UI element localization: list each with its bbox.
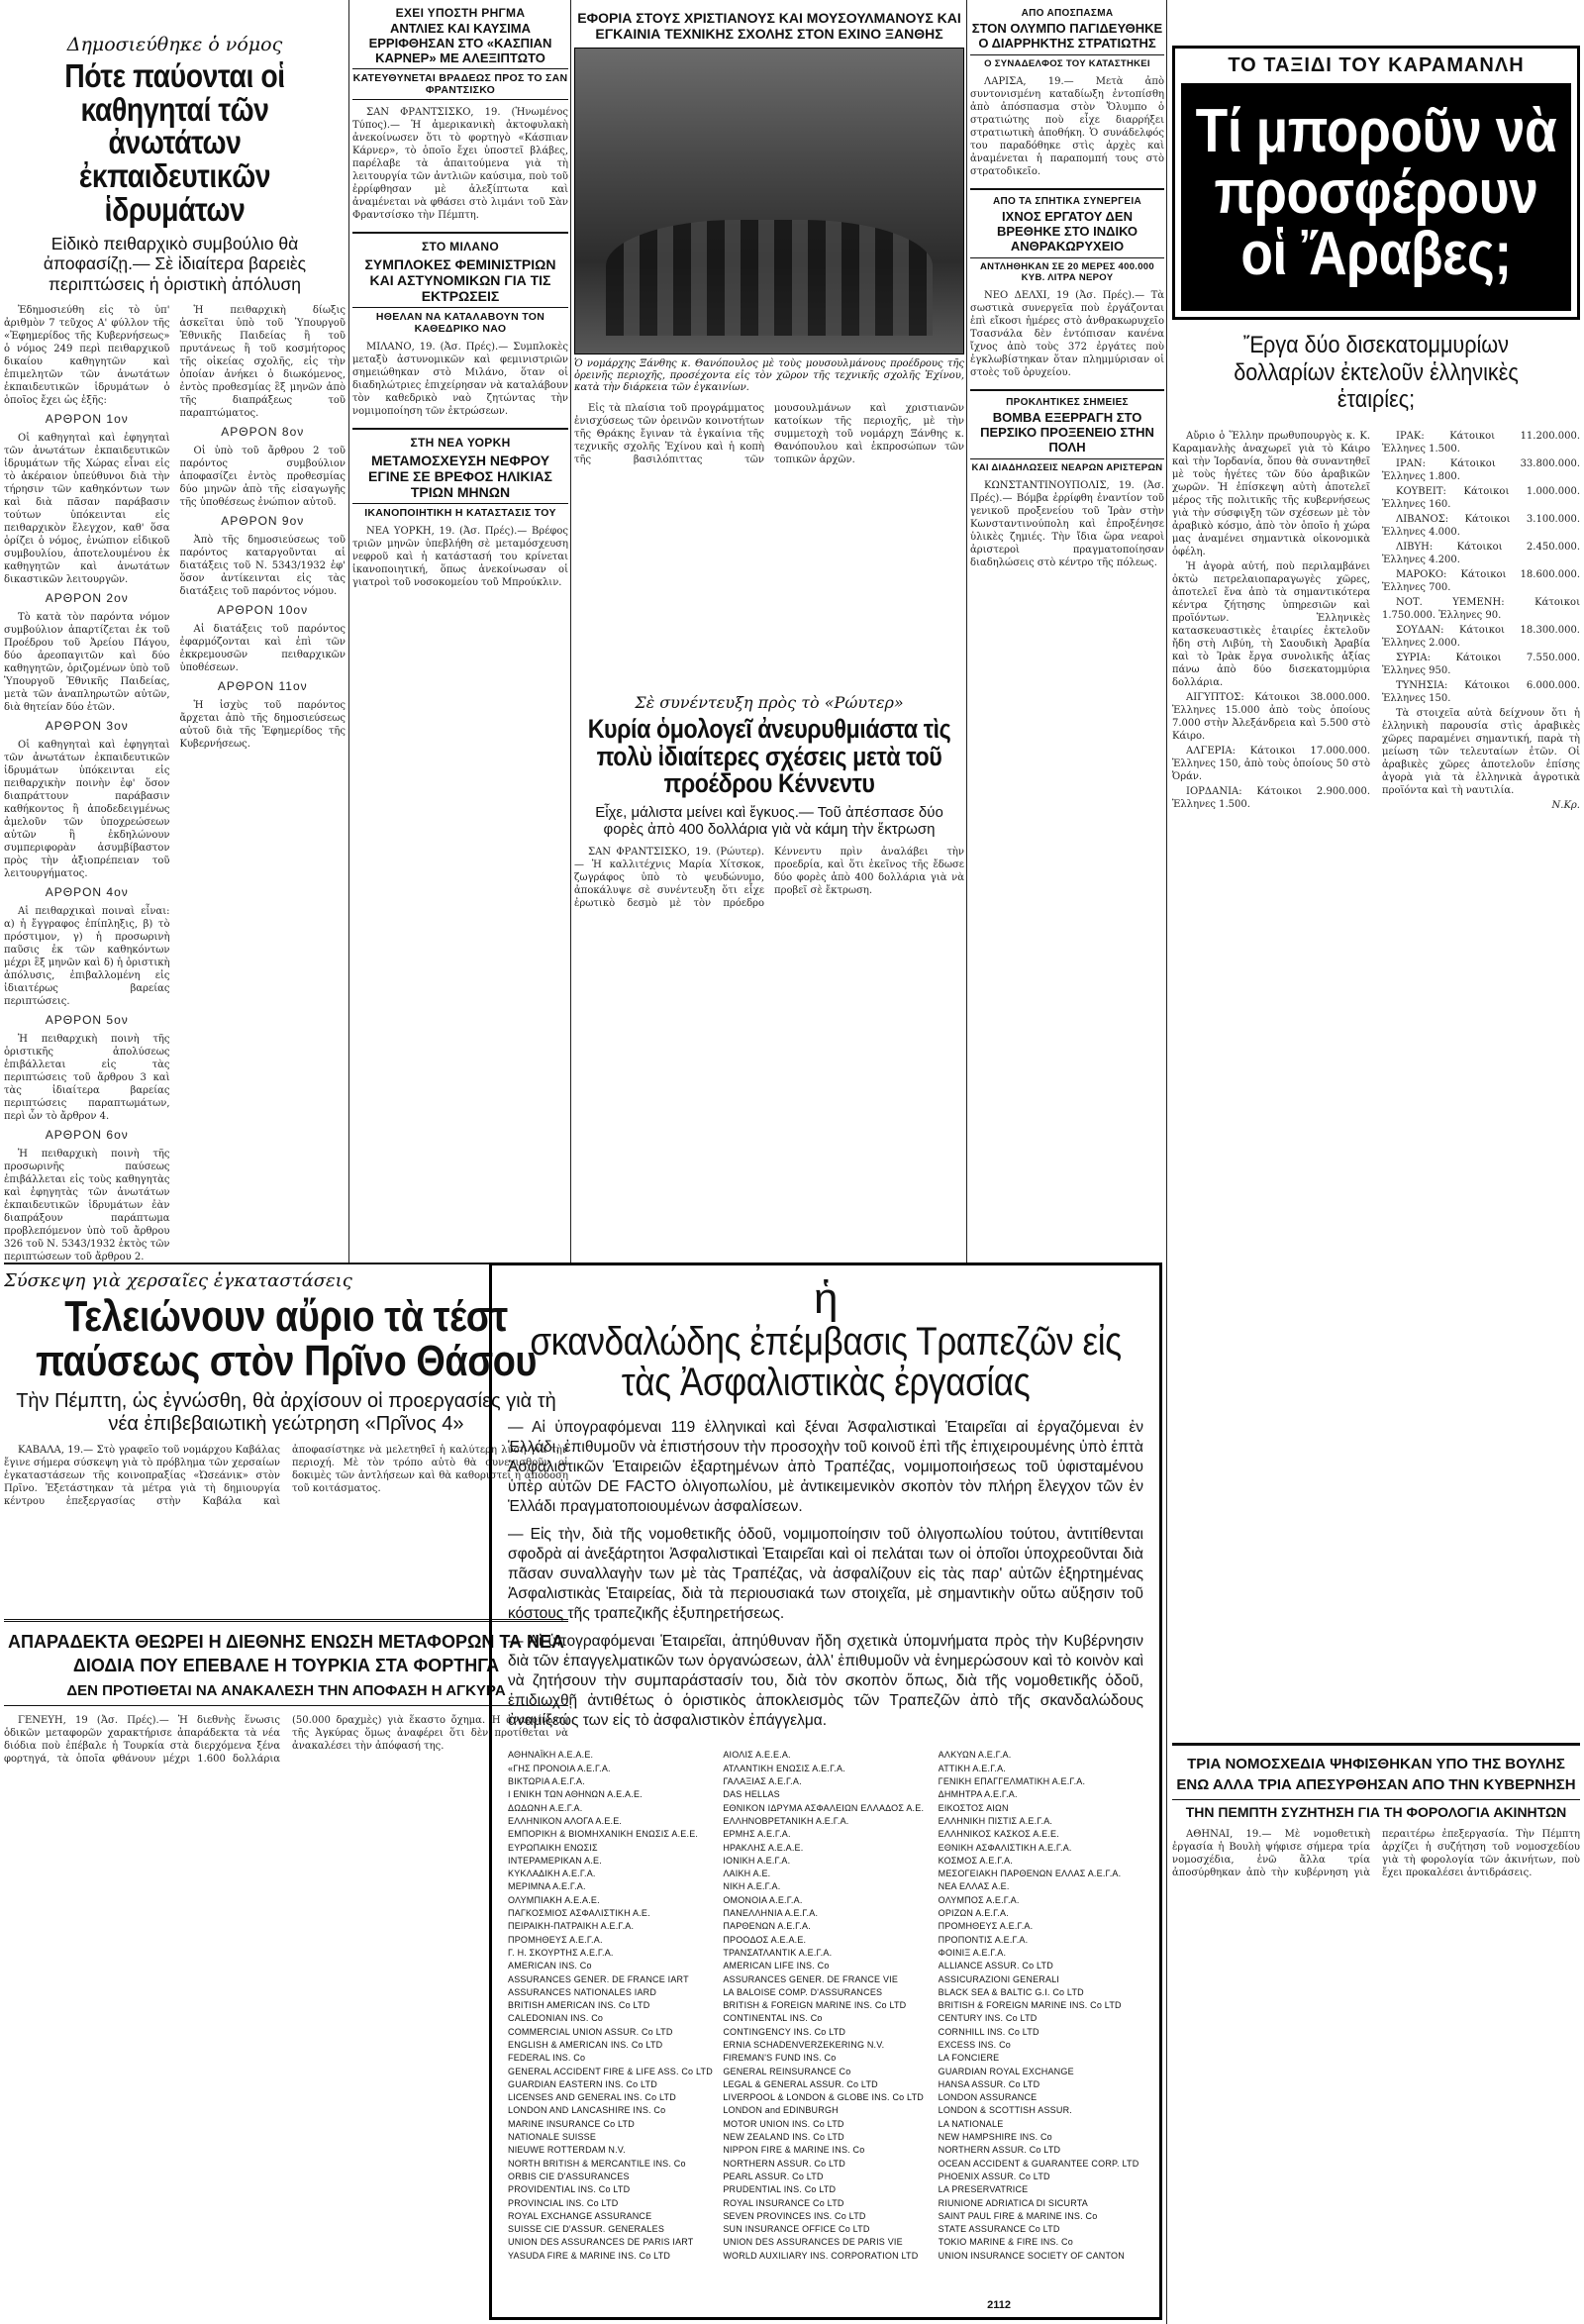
company-name: BRITISH AMERICAN INS. Co LTD xyxy=(508,2000,650,2011)
company-name: LONDON AND LANCASHIRE INS. Co xyxy=(508,2105,666,2116)
company-name: ΑΘΗΝΑΪΚΗ Α.Ε.Α.Ε. xyxy=(508,1750,594,1761)
insurance-advertisement xyxy=(489,1263,1162,2320)
article-label: ΑΡΘΡΟΝ 8ον xyxy=(221,424,305,439)
company-signatories xyxy=(508,1749,1143,2263)
strike-sub: ΚΑΤΕΥΘΥΝΕΤΑΙ ΒΡΑΔΕΩΣ ΠΡΟΣ ΤΟ ΣΑΝ ΦΡΑΝΤΣΙΣΚΟ xyxy=(352,68,568,100)
india-text: ΝΕΟ ΔΕΛΧΙ, 19 (Ἀσ. Πρές).— Τὰ σωστικὰ συνεργεῖα ποὺ ἐργάζονται ἐπὶ εἴκοσι ἡμέρες στὸ ἀνθρακωρυχεῖο Τσασνάλα δὲν ἐντόπισαν κανένα ἴχνος ἀπὸ τοὺς 372 ἐργάτες ποὺ ἐγκλωβίστηκαν ὅταν πλημμύρισαν οἱ στοὲς τοῦ ὀρυχείου. xyxy=(970,289,1164,378)
company-name: ΕΛΛΗΝΙΚΟΝ ΑΛΟΓΑ Α.Ε.Ε. xyxy=(508,1815,623,1826)
trade-line: ΑΛΓΕΡΙΑ: Κάτοικοι 17.000.000. Ἑλληνες 150, ἀπὸ τοὺς ὁποίους 50 στὸ Ὀράν. xyxy=(1172,745,1370,782)
istanbul-text: ΚΩΝΣΤΑΝΤΙΝΟΥΠΟΛΙΣ, 19. (Ἀσ. Πρές).— Βόμβα ἐρρίφθη ἐναντίον τοῦ γενικοῦ προξενείου τοῦ Ἰρὰν στὴν Κωνσταντινούπολη καὶ ἐπροξένησε ὑλικὲς ζημιές. Τὴν ἴδια ὥρα νεαροὶ ἀριστεροὶ πραγματοποίησαν διαδηλώσεις στὸ κέντρο τῆς πόλεως. xyxy=(970,479,1164,568)
article-label: ΑΡΘΡΟΝ 2ον xyxy=(45,590,129,605)
company-name: ΚΟΣΜΟΣ Α.Ε.Γ.Α. xyxy=(938,1855,1013,1866)
company-name: COMMERCIAL UNION ASSUR. Co LTD xyxy=(508,2026,673,2037)
company-name: ASSURANCES GENER. DE FRANCE IART xyxy=(508,1973,689,1984)
kennedy-body xyxy=(574,846,964,910)
karamanlis-text: Ἡ ἀγορὰ αὐτή, ποὺ περιλαμβάνει ὀκτὼ πετρελαιοπαραγωγὲς χῶρες, ἀποτελεῖ ἕνα ἀπὸ τὰ σημαντικότερα κέντρα ζήτησης ὑπηρεσιῶν καὶ προϊόντων. Ἑλληνικὲς κατασκευαστικὲς ἑταιρίες ἐκτελοῦν ἤδη στὴ Λιβύη, τὴ Σαουδικὴ Ἀραβία καὶ τὸ Ἰρὰκ ἔργα συνολικῆς ἀξίας πάνω ἀπὸ δύο δισεκατομμύρια δολλάρια. xyxy=(1172,560,1370,688)
article-text: Οἱ ὑπὸ τοῦ ἄρθρου 2 τοῦ παρόντος συμβούλιον ἀποφασίζει ἐντὸς προθεσμίας δύο μηνῶν ἀπὸ τῆς εἰσαγωγῆς τῆς ὑποθέσεως ἐνώπιον αὐτοῦ. xyxy=(179,445,346,508)
karamanlis-deck: Ἔργα δύο δισεκατομμυρίων δολλαρίων ἐκτελοῦν ἑλληνικὲς ἑταιρίες; xyxy=(1234,332,1519,414)
company-name: ASSURANCES GENER. DE FRANCE VIE xyxy=(723,1973,899,1984)
kennedy-headline: Κυρία ὁμολογεῖ ἀνευρυθμιάστα τὶς πολὺ ἰδιαίτερες σχέσεις μετὰ τοῦ προέδρου Κέννεντυ xyxy=(587,714,951,799)
thasos-headline: Τελειώνουν αὔριο τὰ τέστ παύσεως στὸν Πρῖνο Θάσου xyxy=(36,1292,537,1385)
karamanlis-box xyxy=(1172,46,1580,320)
company-name: PEARL ASSUR. Co LTD xyxy=(723,2171,824,2181)
karamanlis-headline: Τί μποροῦν νὰ προσφέρουν οἱ Ἄραβες; xyxy=(1195,97,1557,288)
company-name: ΝΕΑ ΕΛΛΑΣ Α.Ε. xyxy=(938,1881,1010,1892)
article-label: ΑΡΘΡΟΝ 6ον xyxy=(45,1127,129,1142)
article-label: ΑΡΘΡΟΝ 9ον xyxy=(221,513,305,528)
nyc-text: ΝΕΑ ΥΟΡΚΗ, 19. (Ἀσ. Πρές).— Βρέφος τριῶν μηνῶν ὑπεβλήθη σὲ μεταμόσχευση νεφροῦ καὶ ἡ κατάστασή του κρίνεται ἱκανοποιητική, ὅπως ἀνεκοίνωσαν οἱ γιατροὶ τοῦ νοσοκομείου τοῦ Μπρούκλιν. xyxy=(352,526,568,589)
company-name: ΓΑΛΑΞΙΑΣ Α.Ε.Γ.Α. xyxy=(723,1776,802,1787)
company-name: OCEAN ACCIDENT & GUARANTEE CORP. LTD xyxy=(938,2158,1139,2169)
article-label: ΑΡΘΡΟΝ 4ον xyxy=(45,884,129,899)
trade-line: ΤΥΝΗΣΙΑ: Κάτοικοι 6.000.000. Ἑλληνες 150. xyxy=(1382,679,1580,704)
thasos-deck: Τὴν Πέμπτη, ὡς ἐγνώσθη, θὰ ἀρχίσουν οἱ προεργασίες γιὰ τὴ νέα ἐπιβεβαιωτικὴ γεώτρηση «Πρῖνος 4» xyxy=(16,1389,556,1435)
news-photo xyxy=(574,48,964,354)
kennedy-deck: Εἶχε, μάλιστα μείνει καὶ ἔγκυος.— Τοῦ ἀπέσπασε δύο φορὲς ἀπὸ 400 δολλάρια γιὰ νὰ κάμη τὴν ἔκτρωση xyxy=(595,803,943,838)
thasos-text: ΚΑΒΑΛΑ, 19.— Στὸ γραφεῖο τοῦ νομάρχου Καβάλας ἔγινε σήμερα σύσκεψη γιὰ τὸ πρόβλημα τῶν χερσαίων ἐγκαταστάσεων τῆς κοινοπραξίας «Ὠσεάνικ» στὸν Πρῖνο. Ἐξετάστηκαν τὰ μέτρα γιὰ τὴ δημιουργία κέντρου ἐπεξεργασίας στὴν Καβάλα καὶ ἀποφασίστηκε νὰ μελετηθεῖ ἡ καλύτερη λύση γιὰ τὴν περιοχή. Μὲ τὸν τρόπο αὐτὸ θὰ συνεχισθοῦν οἱ δοκιμὲς τῶν ἀντλήσεων καὶ θὰ καθοριστεῖ ἡ ἀπόδοση τοῦ κοιτάσματος. xyxy=(4,1444,568,1507)
company-name: ΚΥΚΛΑΔΙΚΗ Α.Ε.Γ.Α. xyxy=(508,1869,596,1879)
company-name: ΟΛΥΜΠΙΑΚΗ Α.Ε.Α.Ε. xyxy=(508,1894,600,1905)
ad-eta: ἡ xyxy=(814,1274,838,1323)
company-name: ΕΜΠΟΡΙΚΗ & ΒΙΟΜΗΧΑΝΙΚΗ ΕΝΩΣΙΣ Α.Ε.Ε. xyxy=(508,1829,699,1840)
xanthi-text: Εἰς τὰ πλαίσια τοῦ προγράμματος ἐνισχύσεως τῶν ὀρεινῶν κοινοτήτων τῆς Θράκης ἔγιναν τὰ ἐγκαίνια τῆς τεχνικῆς σχολῆς Ἐχίνου καὶ ἡ κοπὴ τῆς βασιλόπιττας τῶν μουσουλμάνων καὶ χριστιανῶν κατοίκων τῆς περιοχῆς, μὲ τὴν συμμετοχὴ τοῦ νομάρχη Ξάνθης κ. Θανόπουλου καὶ ἐκπροσώπων τῶν τοπικῶν ἀρχῶν. xyxy=(574,403,964,466)
company-name: NEW ZEALAND INS. Co LTD xyxy=(723,2132,844,2143)
strike-text: ΣΑΝ ΦΡΑΝΤΣΙΣΚΟ, 19. (Ἡνωμένος Τύπος).— Ἡ ἀμερικανικὴ ἀκτοφυλακὴ ἀνεκοίνωσεν ὅτι τὸ φορτηγὸ «Κάσπιαν Κάρνερ», τὸ ὁποῖο ἔχει ὑποστεῖ βλάβες, παρέλαβε τὰ ἀπαιτούμενα γιὰ τὴ λειτουργία τῶν ἀντλιῶν καύσιμα, ποὺ τοῦ ἐρρίφθησαν μὲ ἀλεξίπτωτα καὶ ἀναμένεται νὰ φθάσει στὸ λιμάνι τοῦ Σὰν Φραντσίσκο τὴν Πέμπτη. xyxy=(352,106,568,221)
company-name: NIPPON FIRE & MARINE INS. Co xyxy=(723,2145,865,2156)
turkey-article xyxy=(4,1619,568,2324)
tax-body xyxy=(1172,1828,1580,1880)
company-name: ΠΡΟΟΔΟΣ Α.Ε.Α.Ε. xyxy=(723,1934,807,1945)
ad-body xyxy=(508,1418,1143,1731)
law-kicker: Δημοσιεύθηκε ὁ νόμος xyxy=(66,34,283,55)
article-text: Ἡ ἰσχὺς τοῦ παρόντος ἄρχεται ἀπὸ τῆς δημοσιεύσεως αὐτοῦ διὰ τῆς Ἐφημερίδος τῆς Κυβερνήσεως. xyxy=(179,699,346,750)
turkey-headline: ΑΠΑΡΑΔΕΚΤΑ ΘΕΩΡΕΙ Η ΔΙΕΘΝΗΣ ΕΝΩΣΗ ΜΕΤΑΦΟΡΩΝ ΤΑ ΝΕΑ ΔΙΟΔΙΑ ΠΟΥ ΕΠΕΒΑΛΕ Η ΤΟΥΡΚΙΑ ΣΤΑ ΦΟΡΤΗΓΑ xyxy=(7,1632,565,1676)
company-name: ΙΟΝΙΚΗ Α.Ε.Γ.Α. xyxy=(723,1855,791,1866)
company-name: PROVINCIAL INS. Co LTD xyxy=(508,2197,619,2208)
ad-code: 2112 xyxy=(987,2299,1011,2311)
article-text: Ἡ πειθαρχικὴ ποινὴ τῆς ὁριστικῆς ἀπολύσεως ἐπιβάλλεται εἰς τὰς περιπτώσεις τοῦ ἄρθρου 3 καὶ τὰς ἰδιαίτερα βαρείας περιπτώσεις παραπτωμάτων, περὶ ὧν τὸ ἄρθρον 4. xyxy=(4,1033,170,1122)
company-name: NORTHERN ASSUR. Co LTD xyxy=(938,2145,1061,2156)
company-name: AMERICAN LIFE INS. Co xyxy=(723,1961,830,1971)
india-sub: ΑΝΤΛΗΘΗΚΑΝ ΣΕ 20 ΜΕΡΕΣ 400.000 ΚΥΒ. ΛΙΤΡΑ ΝΕΡΟΥ xyxy=(970,257,1164,283)
company-name: ΠΕΙΡΑΙΚΗ-ΠΑΤΡΑΙΚΗ Α.Ε.Γ.Α. xyxy=(508,1921,635,1932)
article-text: Οἱ καθηγηταὶ καὶ ἐφηγηταὶ τῶν ἀνωτάτων ἐκπαιδευτικῶν ἱδρυμάτων ὑπόκεινται εἰς πειθαρχικὴν ποινὴν ἐφ' ὅσον διαπράττουν παράβασιν καθήκοντος ἢ ἀποδεδειγμένως ἀμελοῦν τῶν ὑποχρεώσεων αὐτῶν ἢ ἐκδηλώνουν συμπεριφορὰν ἀσυμβίβαστον πρὸς τὴν ἀξιοπρέπειαν τοῦ λειτουργήματος. xyxy=(4,739,170,879)
article-text: Αἱ πειθαρχικαὶ ποιναὶ εἶναι: α) ἡ ἔγγραφος ἐπίπληξις, β) τὸ πρόστιμον, γ) ἡ προσωρινὴ παῦσις ἐκ τῶν καθηκόντων μέχρι ἓξ μηνῶν καὶ δ) ἡ ὁριστικὴ ἀπόλυσις, ἐπιβαλλομένη εἰς ἰδιαιτέρως βαρείας περιπτώσεις. xyxy=(4,905,170,1007)
company-name: «ΓΗΣ ΠΡΟΝΟΙΑ Α.Ε.Γ.Α. xyxy=(508,1763,611,1773)
article-label: ΑΡΘΡΟΝ 1ον xyxy=(45,411,129,426)
article-text: Ἀπὸ τῆς δημοσιεύσεως τοῦ παρόντος καταργοῦνται αἱ διατάξεις τοῦ Ν. 5343/1932 ἐφ' ὅσον ἀντίκεινται εἰς τὰς διατάξεις τοῦ παρόντος νόμου. xyxy=(179,534,346,597)
milan-label: ΣΤΟ ΜΙΛΑΝΟ xyxy=(422,239,499,253)
mid-column xyxy=(352,0,568,1263)
company-name: GENERAL REINSURANCE Co xyxy=(723,2066,851,2076)
tax-article xyxy=(1172,1743,1580,2324)
company-name: ΕΥΡΩΠΑΙΚΗ ΕΝΩΣΙΣ xyxy=(508,1842,598,1853)
strike-label: ΕΧΕΙ ΥΠΟΣΤΗ ΡΗΓΜΑ xyxy=(395,6,526,20)
company-name: ΕΛΛΗΝΙΚΟΣ ΚΑΣΚΟΣ Α.Ε.Ε. xyxy=(938,1829,1059,1840)
istanbul-headline: ΒΟΜΒΑ ΕΞΕΡΡΑΓΗ ΣΤΟ ΠΕΡΣΙΚΟ ΠΡΟΞΕΝΕΙΟ ΣΤΗΝ ΠΟΛΗ xyxy=(980,409,1154,455)
photo-caption: Ὁ νομάρχης Ξάνθης κ. Θανόπουλος μὲ τοὺς μουσουλμάνους προέδρους τῆς ὀρεινῆς περιοχῆς, προσέχοντα εἰς τὸν χῶρον τῆς τεχνικῆς σχολῆς Ἐχίνου, κατὰ τὴν διάρκεια τῶν ἐγκαινίων. xyxy=(574,358,964,394)
company-name: NIEUWE ROTTERDAM N.V. xyxy=(508,2145,626,2156)
company-name: NATIONALE SUISSE xyxy=(508,2132,597,2143)
tax-text: ΑΘΗΝΑΙ, 19.— Μὲ νομοθετικὴ ἐργασία ἡ Βουλὴ ψήφισε σήμερα τρία νομοσχέδια, ἐνῶ ἄλλα τρία ἀποσύρθηκαν ἀπὸ τὴν κυβέρνηση γιὰ περαιτέρω ἐπεξεργασία. Τὴν Πέμπτη ἀρχίζει ἡ συζήτηση τοῦ νομοσχεδίου γιὰ τὴ φορολογία τῶν ἀκινήτων, ποὺ ἔχει προκαλέσει ἀντιδράσεις. xyxy=(1172,1829,1580,1879)
company-name: LIVERPOOL & LONDON & GLOBE INS. Co LTD xyxy=(723,2092,924,2103)
company-name: DAS HELLAS xyxy=(723,1789,780,1800)
company-name: ΜΕΡΙΜΝΑ Α.Ε.Γ.Α. xyxy=(508,1881,586,1892)
company-name: NORTH BRITISH & MERCANTILE INS. Co xyxy=(508,2158,686,2169)
company-name: TOKIO MARINE & FIRE INS. Co xyxy=(938,2237,1073,2248)
company-name: CONTINGENCY INS. Co LTD xyxy=(723,2026,846,2037)
karamanlis-body xyxy=(1172,430,1580,814)
tax-sub: ΤΗΝ ΠΕΜΠΤΗ ΣΥΖΗΤΗΣΗ ΓΙΑ ΤΗ ΦΟΡΟΛΟΓΙΑ ΑΚΙΝΗΤΩΝ xyxy=(1172,1799,1580,1820)
company-name: ASSURANCES NATIONALES IARD xyxy=(508,1986,657,1997)
company-name: ΕΛΛΗΝΙΚΗ ΠΙΣΤΙΣ Α.Ε.Γ.Α. xyxy=(938,1815,1053,1826)
company-name: CALEDONIAN INS. Co xyxy=(508,2013,604,2024)
company-name: SUN INSURANCE OFFICE Co LTD xyxy=(723,2224,870,2235)
olympus-label: ΑΠΟ ΑΠΟΣΠΑΣΜΑ xyxy=(1021,8,1114,19)
article-label: ΑΡΘΡΟΝ 10ον xyxy=(217,602,309,617)
xanthi-article xyxy=(574,0,964,693)
company-name: SEVEN PROVINCES INS. Co LTD xyxy=(723,2210,866,2221)
kennedy-kicker: Σὲ συνέντευξη πρὸς τὸ «Ρώυτερ» xyxy=(635,693,904,712)
trade-line: ΙΟΡΔΑΝΙΑ: Κάτοικοι 2.900.000. Ἑλληνες 1.500. xyxy=(1172,785,1370,810)
company-name: ΕΙΚΟΣΤΟΣ ΑΙΩΝ xyxy=(938,1802,1009,1813)
india-label: ΑΠΟ ΤΑ ΣΠΗΤΙΚΑ ΣΥΝΕΡΓΕΙΑ xyxy=(992,195,1142,207)
company-name: LA PRESERVATRICE xyxy=(938,2184,1029,2195)
company-name: FIREMAN'S FUND INS. Co xyxy=(723,2053,837,2064)
milan-text: ΜΙΛΑΝΟ, 19. (Ἀσ. Πρές).— Συμπλοκὲς μεταξὺ ἀστυνομικῶν καὶ φεμινιστριῶν σημειώθηκαν στὸ Μιλάνο, ὅταν οἱ διαδηλώτριες ἐπιχείρησαν νὰ καταλάβουν τὸν καθεδρικὸ ναὸ ζητώντας τὴν νομιμοποίηση τῶν ἐκτρώσεων. xyxy=(352,342,568,418)
company-name: ENGLISH & AMERICAN INS. Co LTD xyxy=(508,2040,663,2050)
company-name: ΠΑΡΘΕΝΩΝ Α.Ε.Γ.Α. xyxy=(723,1921,811,1932)
thasos-article xyxy=(4,1263,568,1619)
company-name: ΑΙΟΛΙΣ Α.Ε.Ε.Α. xyxy=(723,1750,791,1761)
trade-line: ΛΙΒΥΗ: Κάτοικοι 2.450.000. Ἑλληνες 4.200. xyxy=(1382,541,1580,565)
company-name: LONDON and EDINBURGH xyxy=(723,2105,839,2116)
company-name: WORLD AUXILIARY INS. CORPORATION LTD xyxy=(723,2250,919,2261)
karamanlis-text: Τὰ στοιχεῖα αὐτὰ δείχνουν ὅτι ἡ ἑλληνικὴ παρουσία στὶς ἀραβικὲς χῶρες παραμένει σημαντική, παρὰ τὴ μείωση τῶν τελευταίων ἐτῶν. Οἱ ἀραβικὲς χῶρες ἀποτελοῦν ἐπίσης ἀγορὰ γιὰ τὰ ἑλληνικὰ ἀγροτικὰ προϊόντα καὶ τὴ ναυτιλία. xyxy=(1382,707,1580,796)
company-name: BRITISH & FOREIGN MARINE INS. Co LTD xyxy=(723,2000,907,2011)
trade-line: ΝΟΤ. ΥΕΜΕΝΗ: Κάτοικοι 1.750.000. Ἑλληνες 90. xyxy=(1382,596,1580,621)
company-name: PHOENIX ASSUR. Co LTD xyxy=(938,2171,1050,2181)
company-name: CENTURY INS. Co LTD xyxy=(938,2013,1038,2024)
thasos-kicker: Σύσκεψη γιὰ χερσαῖες ἐγκαταστάσεις xyxy=(4,1270,352,1291)
article-text: Ἡ πειθαρχικὴ ποινὴ τῆς προσωρινῆς παύσεως ἐπιβάλλεται εἰς τοὺς καθηγητὰς καὶ ἐφηγητὰς τῶν ἀνωτάτων ἐκπαιδευτικῶν ἱδρυμάτων ἐὰν διαπράξουν παράπτωμα προβλεπόμενον ὑπὸ τοῦ ἄρθρου 326 τοῦ Ν. 5343/1932 ἐκτὸς τῶν περιπτώσεων τοῦ ἄρθρου 2. xyxy=(4,1148,170,1263)
company-name: UNION INSURANCE SOCIETY OF CANTON xyxy=(938,2250,1125,2261)
law-deck: Εἰδικὸ πειθαρχικὸ συμβούλιο θὰ ἀποφασίζῃ.— Σὲ ἰδιαίτερα βαρειὲς περιπτώσεις ἡ ὁριστικὴ ἀπόλυση xyxy=(43,234,307,294)
company-name: BRITISH & FOREIGN MARINE INS. Co LTD xyxy=(938,2000,1122,2011)
trade-line: ΛΙΒΑΝΟΣ: Κάτοικοι 3.100.000. Ἑλληνες 4.000. xyxy=(1382,513,1580,538)
company-name: ΠΡΟΠΟΝΤΙΣ Α.Ε.Γ.Α. xyxy=(938,1934,1029,1945)
law-headline: Πότε παύονται οἱ καθηγηταί τῶν ἀνωτάτων ἐκπαιδευτικῶν ἱδρυμάτων xyxy=(64,57,285,228)
article-label: ΑΡΘΡΟΝ 3ον xyxy=(45,718,129,733)
india-headline: ΙΧΝΟΣ ΕΡΓΑΤΟΥ ΔΕΝ ΒΡΕΘΗΚΕ ΣΤΟ ΙΝΔΙΚΟ ΑΝΘΡΑΚΩΡΥΧΕΙΟ xyxy=(997,208,1138,253)
thasos-body xyxy=(4,1444,568,1508)
company-name: CORNHILL INS. Co LTD xyxy=(938,2026,1040,2037)
company-name: CONTINENTAL INS. Co xyxy=(723,2013,823,2024)
company-name: ΤΡΑΝΣΑΤΛΑΝΤΙΚ Α.Ε.Γ.Α. xyxy=(723,1947,833,1958)
ad-bullet: — Αἱ ὑπογραφόμεναι 119 ἑλληνικαὶ καὶ ξέναι Ἀσφαλιστικαὶ Ἑταιρεῖαι αἱ ἐργαζόμεναι ἐν Ἑλλάδι, ἐπιθυμοῦν νὰ ἐπιστήσουν τὴν προσοχὴν τοῦ κοινοῦ ἐπὶ τῆς ἐπιχειρουμένης ὑπὸ ἑπτὰ Ἀσφαλιστικῶν Ἑταιρειῶν ἐξαρτημένων ἀπὸ Τραπέζας, νομιμοποιήσεως τοῦ ὑφισταμένου ὑπὲρ αὐτῶν DE FACTO ὀλιγοπωλίου, μὲ ἀντικειμενικὸν σκοπὸν τὸν πλήρη ἔλεγχον τῶν ἐν Ἑλλάδι πραγματοποιουμένων ἀσφαλίσεων. xyxy=(508,1419,1143,1516)
karamanlis-article xyxy=(1172,0,1580,1743)
company-name: FEDERAL INS. Co xyxy=(508,2053,586,2064)
company-name: Γ. Η. ΣΚΟΥΡΤΗΣ Α.Ε.Γ.Α. xyxy=(508,1947,614,1958)
nyc-headline: ΜΕΤΑΜΟΣΧΕΥΣΗ ΝΕΦΡΟΥ ΕΓΙΝΕ ΣΕ ΒΡΕΦΟΣ ΗΛΙΚΙΑΣ ΤΡΙΩΝ ΜΗΝΩΝ xyxy=(368,453,552,501)
company-name: ERNIA SCHADENVERZEKERING N.V. xyxy=(723,2040,885,2050)
signature: Ν.Κρ. xyxy=(1551,799,1580,811)
company-name: MOTOR UNION INS. Co LTD xyxy=(723,2118,844,2129)
company-name: ΓΕΝΙΚΗ ΕΠΑΓΓΕΛΜΑΤΙΚΗ Α.Ε.Γ.Α. xyxy=(938,1776,1086,1787)
company-name: NORTHERN ASSUR. Co LTD xyxy=(723,2158,845,2169)
company-name: BLACK SEA & BALTIC G.I. Co LTD xyxy=(938,1986,1084,1997)
company-name: YASUDA FIRE & MARINE INS. Co LTD xyxy=(508,2250,671,2261)
company-name: AMERICAN INS. Co xyxy=(508,1961,592,1971)
photo-headline: ΕΦΟΡΙΑ ΣΤΟΥΣ ΧΡΙΣΤΙΑΝΟΥΣ ΚΑΙ ΜΟΥΣΟΥΛΜΑΝΟΥΣ ΚΑΙ ΕΓΚΑΙΝΙΑ ΤΕΧΝΙΚΗΣ ΣΧΟΛΗΣ ΣΤΟΝ ΕΧΙΝΟ ΞΑΝΘΗΣ xyxy=(577,10,961,43)
company-name: RIUNIONE ADRIATICA DI SICURTA xyxy=(938,2197,1088,2208)
company-name: ΕΛΛΗΝΟΒΡΕΤΑΝΙΚΗ Α.Ε.Γ.Α. xyxy=(723,1815,849,1826)
right-news-column xyxy=(970,0,1164,1263)
company-name: EXCESS INS. Co xyxy=(938,2040,1011,2050)
company-name: ΑΛΚΥΩΝ Α.Ε.Γ.Α. xyxy=(938,1750,1012,1761)
law-body xyxy=(4,304,346,1263)
company-name: ΠΡΟΜΗΘΕΥΣ Α.Ε.Γ.Α. xyxy=(938,1921,1034,1932)
company-name: ROYAL INSURANCE Co LTD xyxy=(723,2197,844,2208)
company-name: ΟΡΙΖΩΝ Α.Ε.Γ.Α. xyxy=(938,1908,1009,1919)
article-text: Αἱ διατάξεις τοῦ παρόντος ἐφαρμόζονται καὶ ἐπὶ τῶν ἐκκρεμουσῶν πειθαρχικῶν ὑποθέσεων. xyxy=(179,623,346,673)
company-name: PRUDENTIAL INS. Co LTD xyxy=(723,2184,837,2195)
milan-sub: ΗΘΕΛΑΝ ΝΑ ΚΑΤΑΛΑΒΟΥΝ ΤΟΝ ΚΑΘΕΔΡΙΚΟ ΝΑΟ xyxy=(352,307,568,335)
nyc-sub: ΙΚΑΝΟΠΟΙΗΤΙΚΗ Η ΚΑΤΑΣΤΑΣΙΣ ΤΟΥ xyxy=(352,503,568,519)
company-name: ΔΩΔΩΝΗ Α.Ε.Γ.Α. xyxy=(508,1802,583,1813)
company-name: ΗΡΑΚΛΗΣ Α.Ε.Α.Ε. xyxy=(723,1842,804,1853)
ad-bullet: — Αἱ ὑπογραφόμεναι Ἑταιρεῖαι, ἀπηύθυναν ἤδη σχετικὰ ὑπομνήματα πρὸς τὴν Κυβέρνησιν διὰ τῶν ἐπαγγελματικῶν των ὀργανώσεων, ἀλλ' ἐπιθυμοῦν νὰ ἐνημερώσουν καὶ τὸ κοινὸν καὶ νὰ ζητήσουν τὴν συμπαράστασίν του, διὰ τὸν σκοπὸν ὅπως, διὰ τῆς νομοθετικῆς ὁδοῦ, ἐπιδιωχθῇ ἀντιθέτως ὁ ὁριστικὸς ἀποκλεισμὸς τῶν Τραπεζῶν ἀπὸ τῆς σκανδαλώδους ἀναμίξεώς των εἰς τὸ ἀσφαλιστικὸν ἐπάγγελμα. xyxy=(508,1633,1143,1730)
turkey-text: ΓΕΝΕΥΗ, 19 (Ἀσ. Πρές).— Ἡ διεθνὴς ἕνωσις ὁδικῶν μεταφορῶν χαρακτήρισε ἀπαράδεκτα τὰ νέα διόδια ποὺ ἐπέβαλε ἡ Τουρκία στὰ διερχόμενα ξένα φορτηγά, τὰ ὁποῖα φθάνουν μέχρι 1.600 δολλάρια (50.000 δραχμὲς) γιὰ ἕκαστο ὄχημα. Ἡ ἀνακοίνωση τῆς Ἀγκύρας ὅμως ἀναφέρει ὅτι δὲν προτίθεται νὰ ἀνακαλέσει τὴν ἀπόφασή της. xyxy=(4,1714,568,1765)
olympus-sub: Ο ΣΥΝΑΔΕΛΦΟΣ ΤΟΥ ΚΑΤΑΣΤΗΚΕΙ xyxy=(970,54,1164,69)
kennedy-text: ΣΑΝ ΦΡΑΝΤΣΙΣΚΟ, 19. (Ρώυτερ).— Ἡ καλλιτέχνις Μαρία Χίτσκοκ, ζωγράφος ὑπὸ τὸ ψευδώνυμο, ἀποκάλυψε σὲ συνέντευξη ὅτι εἶχε ἐρωτικὸ δεσμὸ μὲ τὸν πρόεδρο Κέννεντυ πρὶν ἀναλάβει τὴν προεδρία, καὶ ὅτι ἐκεῖνος τῆς ἔδωσε δύο φορὲς ἀπὸ 400 δολλάρια γιὰ νὰ προβεῖ σὲ ἔκτρωση. xyxy=(574,847,964,910)
karamanlis-label: ΤΟ ΤΑΞΙΔΙ ΤΟΥ ΚΑΡΑΜΑΝΛΗ xyxy=(1228,54,1525,76)
article-label: ΑΡΘΡΟΝ 5ον xyxy=(45,1012,129,1027)
company-name: ΕΡΜΗΣ Α.Ε.Γ.Α. xyxy=(723,1829,791,1840)
company-name: SUISSE CIE D'ASSUR. GENERALES xyxy=(508,2224,665,2235)
company-name: LA FONCIERE xyxy=(938,2053,1000,2064)
company-name: ΕΘΝΙΚΟΝ ΙΔΡΥΜΑ ΑΣΦΑΛΕΙΩΝ ΕΛΛΑΔΟΣ Α.Ε. xyxy=(723,1802,925,1813)
trade-line: ΜΑΡΟΚΟ: Κάτοικοι 18.600.000. Ἑλληνες 700. xyxy=(1382,568,1580,593)
company-name: LONDON ASSURANCE xyxy=(938,2092,1038,2103)
company-name: ΒΙΚΤΩΡΙΑ Α.Ε.Γ.Α. xyxy=(508,1776,585,1787)
turkey-sub: ΔΕΝ ΠΡΟΤΙΘΕΤΑΙ ΝΑ ΑΝΑΚΑΛΕΣΗ ΤΗΝ ΑΠΟΦΑΣΗ Η ΑΓΚΥΡΑ xyxy=(4,1682,568,1706)
company-name: STATE ASSURANCE Co LTD xyxy=(938,2224,1060,2235)
company-name: LA NATIONALE xyxy=(938,2118,1004,2129)
kennedy-article xyxy=(574,693,964,1258)
law-article xyxy=(4,0,346,1263)
karamanlis-text: Αὔριο ὁ Ἕλλην πρωθυπουργὸς κ. Κ. Καραμανλὴς ἀναχωρεῖ γιὰ τὸ Κάιρο καὶ τὴν Ἰορδανία, ὅπου θὰ συναντηθεῖ μὲ τοὺς ἡγέτες τῶν δύο ἀραβικῶν χωρῶν. Ἡ ἐπίσκεψη αὐτὴ ἀποτελεῖ μέρος τῆς πολιτικῆς τῆς κυβερνήσεως γιὰ τὴν σύσφιγξη τῶν σχέσεων μὲ τὸν ἀραβικὸ κόσμο, ἀπὸ τὸν ὁποῖο ἡ χώρα μας ἀναμένει σημαντικὰ οἰκονομικὰ ὀφέλη. xyxy=(1172,430,1370,557)
istanbul-label: ΠΡΟΚΛΗΤΙΚΕΣ ΣΗΜΕΙΕΣ xyxy=(1006,396,1129,408)
company-name: GUARDIAN EASTERN INS. Co LTD xyxy=(508,2078,657,2089)
milan-headline: ΣΥΜΠΛΟΚΕΣ ΦΕΜΙΝΙΣΤΡΙΩΝ ΚΑΙ ΑΣΤΥΝΟΜΙΚΩΝ ΓΙΑ ΤΙΣ ΕΚΤΡΩΣΕΙΣ xyxy=(364,255,556,304)
company-name: NEW HAMPSHIRE INS. Co xyxy=(938,2132,1052,2143)
company-name: ΟΛΥΜΠΟΣ Α.Ε.Γ.Α. xyxy=(938,1894,1020,1905)
article-text: Τὸ κατὰ τὸν παρόντα νόμον συμβούλιον ἀπαρτίζεται ἐκ τοῦ Προέδρου τοῦ Ἀρείου Πάγου, δύο ἀρεοπαγιτῶν καὶ δύο καθηγητῶν, ὁριζομένων ὑπὸ τοῦ Ὑπουργοῦ Ἐθνικῆς Παιδείας, μετὰ τῶν ἀναπληρωτῶν αὐτῶν, διὰ θητείαν δύο ἐτῶν. xyxy=(4,611,170,713)
company-name: LICENSES AND GENERAL INS. Co LTD xyxy=(508,2092,676,2103)
trade-line: ΚΟΥΒΕΙΤ: Κάτοικοι 1.000.000. Ἑλληνες 160. xyxy=(1382,485,1580,510)
company-name: ΦΟΙΝΙΞ Α.Ε.Γ.Α. xyxy=(938,1947,1007,1958)
company-name: Ι ΕΝΙΚΗ ΤΩΝ ΑΘΗΝΩΝ Α.Ε.Α.Ε. xyxy=(508,1789,643,1800)
company-name: LA BALOISE COMP. D'ASSURANCES xyxy=(723,1986,883,1997)
trade-line: ΑΙΓΥΠΤΟΣ: Κάτοικοι 38.000.000. Ἑλληνες 15.000 ἀπὸ τοὺς ὁποίους 7.000 στὴν Ἀλεξάνδρεια καὶ 5.500 στὸ Κάιρο. xyxy=(1172,691,1370,742)
company-name: ΑΤΛΑΝΤΙΚΗ ΕΝΩΣΙΣ Α.Ε.Γ.Α. xyxy=(723,1763,845,1773)
company-name: ALLIANCE ASSUR. Co LTD xyxy=(938,1961,1053,1971)
olympus-headline: ΣΤΟΝ ΟΛΥΜΠΟ ΠΑΓΙΔΕΥΘΗΚΕ Ο ΔΙΑΡΡΗΚΤΗΣ ΣΤΡΑΤΙΩΤΗΣ xyxy=(971,21,1163,51)
law-intro: Ἐδημοσιεύθη εἰς τὸ ὑπ' ἀριθμὸν 7 τεῦχος Α' φύλλον τῆς «Ἐφημερίδος τῆς Κυβερνήσεως» ὁ νόμος 249 περὶ πειθαρχικοῦ δικαίου καθηγητῶν καὶ ἐπιμελητῶν τῶν ἀνωτάτων ἐκπαιδευτικῶν ἱδρυμάτων ὁ ὁποῖος ἔχει ὡς ἑξῆς: xyxy=(4,304,170,406)
company-name: ΝΙΚΗ Α.Ε.Γ.Α. xyxy=(723,1881,781,1892)
company-name: ΙΝΤΕΡΑΜΕΡΙΚΑΝ Α.Ε. xyxy=(508,1855,602,1866)
tax-headline: ΤΡΙΑ ΝΟΜΟΣΧΕΔΙΑ ΨΗΦΙΣΘΗΚΑΝ ΥΠΟ ΤΗΣ ΒΟΥΛΗΣ ΕΝΩ ΑΛΛΑ ΤΡΙΑ ΑΠΕΣΥΡΘΗΣΑΝ ΑΠΟ ΤΗΝ ΚΥΒΕΡΝΗΣΗ xyxy=(1176,1756,1576,1793)
company-name: ΠΡΟΜΗΘΕΥΣ Α.Ε.Γ.Α. xyxy=(508,1934,603,1945)
company-name: ΟΜΟΝΟΙΑ Α.Ε.Γ.Α. xyxy=(723,1894,803,1905)
company-name: LEGAL & GENERAL ASSUR. Co LTD xyxy=(723,2078,878,2089)
company-name: ΑΤΤΙΚΗ Α.Ε.Γ.Α. xyxy=(938,1763,1006,1773)
turkey-body xyxy=(4,1714,568,1766)
ad-bullet: — Εἰς τὴν, διὰ τῆς νομοθετικῆς ὁδοῦ, νομιμοποίησιν τοῦ ὀλιγοπωλίου τούτου, ἀντιτίθενται σφοδρὰ αἱ ἀνεξάρτητοι Ἀσφαλιστικαὶ Ἑταιρεῖαι καὶ οἱ πελάται των οἱ ὁποῖοι ὑποχρεοῦνται διὰ πᾶσαν συναλλαγὴν των μὲ τὰς Τραπέζας, νὰ ἀσφαλίζουν εἰς τὰς παρ' αὐτῶν ἐξηρτημένας Ἀσφαλιστικὰς Ἑταιρείας, διὰ τὰ περιουσιακά των στοιχεῖα, μὲ σημαντικὴν οὕτω αὔξησιν τοῦ κόστους τῆς τραπεζικῆς ἐξυπηρετήσεως. xyxy=(508,1526,1143,1623)
strike-headline: ΑΝΤΛΙΕΣ ΚΑΙ ΚΑΥΣΙΜΑ ΕΡΡΙΦΘΗΣΑΝ ΣΤΟ «ΚΑΣΠΙΑΝ ΚΑΡΝΕΡ» ΜΕ ΑΛΕΞΙΠΤΩΤΟ xyxy=(368,21,552,65)
company-name: ASSICURAZIONI GENERALI xyxy=(938,1973,1060,1984)
trade-line: ΣΟΥΔΑΝ: Κάτοικοι 18.300.000. Ἑλληνες 2.000. xyxy=(1382,624,1580,649)
company-name: GENERAL ACCIDENT FIRE & LIFE ASS. Co LTD xyxy=(508,2066,713,2076)
company-name: ΠΑΓΚΟΣΜΙΟΣ ΑΣΦΑΛΙΣΤΙΚΗ Α.Ε. xyxy=(508,1908,650,1919)
ad-headline: σκανδαλώδης ἐπέμβασις Τραπεζῶν εἰς τὰς Ἀσφαλιστικὰς ἐργασίας xyxy=(530,1319,1122,1404)
company-name: ΜΕΣΟΓΕΙΑΚΗ ΠΑΡΘΕΝΩΝ ΕΛΛΑΣ Α.Ε.Γ.Α. xyxy=(938,1869,1122,1879)
nyc-label: ΣΤΗ ΝΕΑ ΥΟΡΚΗ xyxy=(410,436,511,451)
company-name: SAINT PAUL FIRE & MARINE INS. Co xyxy=(938,2210,1098,2221)
company-name: GUARDIAN ROYAL EXCHANGE xyxy=(938,2066,1074,2076)
article-text: Ἡ πειθαρχικὴ δίωξις ἀσκεῖται ὑπὸ τοῦ Ὑπουργοῦ Ἐθνικῆς Παιδείας ἢ τοῦ πρυτάνεως ἢ τοῦ κοσμήτορος τῆς οἰκείας σχολῆς, εἰς τὴν ὁποίαν ἀνήκει ὁ διωκόμενος, ἐντὸς προθεσμίας ἓξ μηνῶν ἀπὸ τῆς διαπράξεως τοῦ παραπτώματος. xyxy=(179,304,346,419)
company-name: UNION DES ASSURANCES DE PARIS IART xyxy=(508,2237,694,2248)
company-name: ΔΗΜΗΤΡΑ Α.Ε.Γ.Α. xyxy=(938,1789,1018,1800)
trade-line: ΙΡΑΝ: Κάτοικοι 33.800.000. Ἑλληνες 1.800. xyxy=(1382,457,1580,482)
company-name: ΛΑΙΚΗ Α.Ε. xyxy=(723,1869,771,1879)
article-text: Οἱ καθηγηταὶ καὶ ἐφηγηταὶ τῶν ἀνωτάτων ἐκπαιδευτικῶν ἱδρυμάτων τῆς Χώρας εἶναι εἰς τὸ ἀκέραιον ὑπεύθυνοι διὰ τὴν τήρησιν τῶν καθηκόντων των καὶ διὰ πᾶσαν παράβασιν τούτων ὑπόκεινται εἰς πειθαρχικὸν ἔλεγχον, καθ' ὅσα ὁρίζει ὁ νόμος, ἐνώπιον εἰδικοῦ συμβουλίου, ἀποτελουμένου ἐκ καθηγητῶν καὶ ἀνωτάτων δικαστικῶν λειτουργῶν. xyxy=(4,432,170,585)
istanbul-sub: ΚΑΙ ΔΙΑΔΗΛΩΣΕΙΣ ΝΕΑΡΩΝ ΑΡΙΣΤΕΡΩΝ xyxy=(970,458,1164,473)
xanthi-body xyxy=(574,402,964,467)
trade-line: ΙΡΑΚ: Κάτοικοι 11.200.000. Ἑλληνες 1.500. xyxy=(1382,430,1580,455)
company-name: ΕΘΝΙΚΗ ΑΣΦΑΛΙΣΤΙΚΗ Α.Ε.Γ.Α. xyxy=(938,1842,1072,1853)
company-name: UNION DES ASSURANCES DE PARIS VIE xyxy=(723,2237,903,2248)
trade-line: ΣΥΡΙΑ: Κάτοικοι 7.550.000. Ἑλληνες 950. xyxy=(1382,652,1580,676)
company-name: HANSA ASSUR. Co LTD xyxy=(938,2078,1040,2089)
company-name: ΠΑΝΕΛΛΗΝΙΑ Α.Ε.Γ.Α. xyxy=(723,1908,819,1919)
company-name: MARINE INSURANCE Co LTD xyxy=(508,2118,635,2129)
company-name: PROVIDENTIAL INS. Co LTD xyxy=(508,2184,631,2195)
company-name: ROYAL EXCHANGE ASSURANCE xyxy=(508,2210,652,2221)
article-label: ΑΡΘΡΟΝ 11ον xyxy=(217,678,308,693)
company-name: ORBIS CIE D'ASSURANCES xyxy=(508,2171,630,2181)
olympus-text: ΛΑΡΙΣΑ, 19.— Μετὰ ἀπὸ συντονισμένη καταδίωξη ἐντοπίσθη ἀπὸ ἀπόσπασμα στὸν Ὄλυμπο ὁ στρατιώτης ποὺ εἶχε διαρρήξει στρατιωτικὴ ἀποθήκη. Ὁ συνάδελφός του παραδόθηκε στὶς ἀρχὲς καὶ ἀναμένεται ἡ παραπομπή τους στὸ στρατοδικεῖο. xyxy=(970,75,1164,177)
company-name: LONDON & SCOTTISH ASSUR. xyxy=(938,2105,1072,2116)
